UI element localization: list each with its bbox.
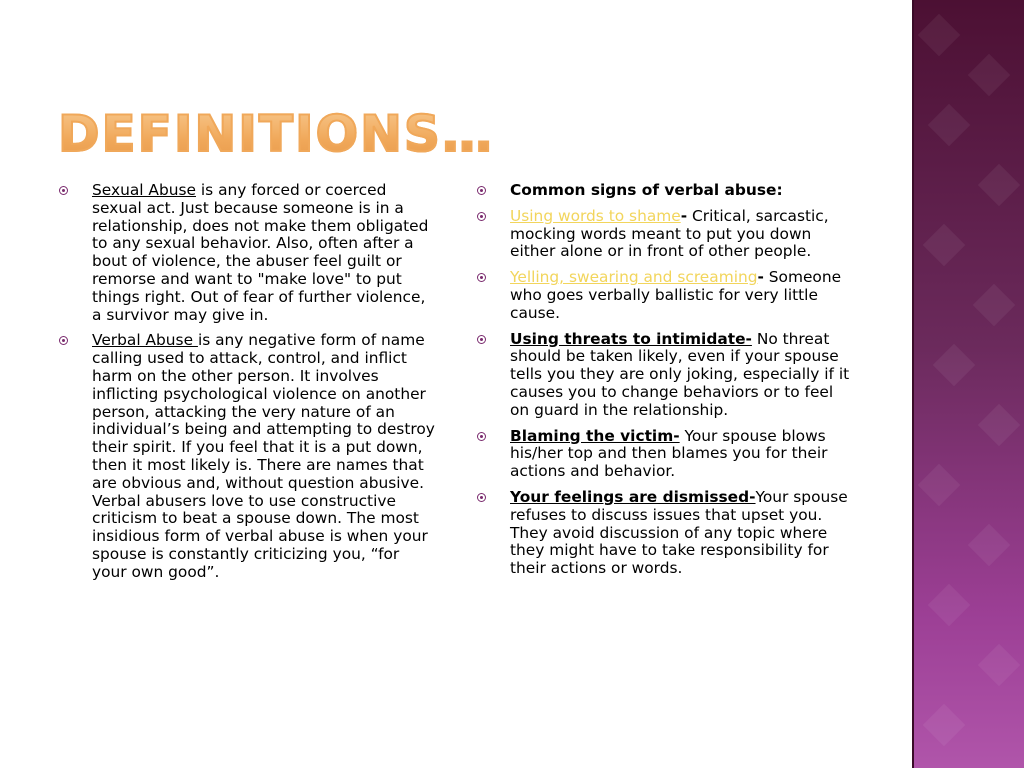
term-yelling-swearing-screaming: Yelling, swearing and screaming <box>510 268 758 287</box>
sign-text: Critical, sarcastic, mocking words meant to put you down either alone or in front of other people. <box>510 206 829 261</box>
list-item-shame <box>476 208 856 261</box>
sign-text: Your spouse blows his/her top and then blames you for their actions and behavior. <box>510 426 828 481</box>
circled-dot-bullet-icon <box>477 432 486 441</box>
circled-dot-bullet-icon <box>477 186 486 195</box>
sign-text: No threat should be taken likely, even if your spouse tells you they are only joking, especially if it causes you to change behaviors or to feel on guard in the relationship. <box>510 329 850 419</box>
list-item-yelling <box>476 269 856 322</box>
circled-dot-bullet-icon <box>59 336 68 345</box>
list-item-threats <box>476 331 856 420</box>
sign-text: Someone who goes verbally ballistic for very little cause. <box>510 268 842 322</box>
term-sexual-abuse: Sexual Abuse <box>92 181 196 199</box>
term-separator: - <box>757 268 764 287</box>
list-item-feelings-dismissed <box>476 489 856 578</box>
term-feelings-dismissed: Your feelings are dismissed- <box>510 487 756 506</box>
list-item-blaming <box>476 428 856 481</box>
circled-dot-bullet-icon <box>59 186 68 195</box>
circled-dot-bullet-icon <box>477 212 486 221</box>
circled-dot-bullet-icon <box>477 493 486 502</box>
list-item-sexual-abuse <box>58 182 438 324</box>
term-using-threats: Using threats to intimidate- <box>510 329 752 348</box>
term-separator: - <box>680 206 688 225</box>
definition-text: is any forced or coerced sexual act. Just because someone is in a relationship, does not make them obligated to any sexual behavior. Also, often after a bout of violence, the abuser feel guilt or remorse and want to "make love" to put things right. Out of fear of further violence, a survivor may give in. <box>92 181 429 324</box>
circled-dot-bullet-icon <box>477 335 486 344</box>
circled-dot-bullet-icon <box>477 273 486 282</box>
list-item-heading <box>476 182 856 200</box>
list-item-verbal-abuse <box>58 332 438 581</box>
term-verbal-abuse: Verbal Abuse <box>92 331 198 350</box>
definition-text: is any negative form of name calling used to attack, control, and inflict harm on the other person. It involves inflicting psychological violence on another person, attacking the very nature of an individual’s being and attempting to destroy their spirit. If you feel that it is a put down, then it most likely is. There are names that are obvious and, without question abusive. Verbal abusers love to use constructive criticism to beat a spouse down. The most insidious form of verbal abuse is when your spouse is constantly criticizing you, “for your own good”. <box>92 331 435 581</box>
decorative-side-band <box>912 0 1024 768</box>
sign-text: Your spouse refuses to discuss issues that upset you. They avoid discussion of any topic where they might have to take responsibility for their actions or words. <box>510 487 848 578</box>
term-using-words-to-shame: Using words to shame <box>510 206 681 225</box>
signs-heading: Common signs of verbal abuse: <box>510 181 783 199</box>
right-column <box>476 182 856 586</box>
slide-title: DEFINITIONS… <box>58 105 494 163</box>
verbal-abuse-signs-list <box>476 182 856 578</box>
left-column <box>58 182 438 590</box>
definitions-list <box>58 182 438 582</box>
term-blaming-the-victim: Blaming the victim- <box>510 426 680 445</box>
